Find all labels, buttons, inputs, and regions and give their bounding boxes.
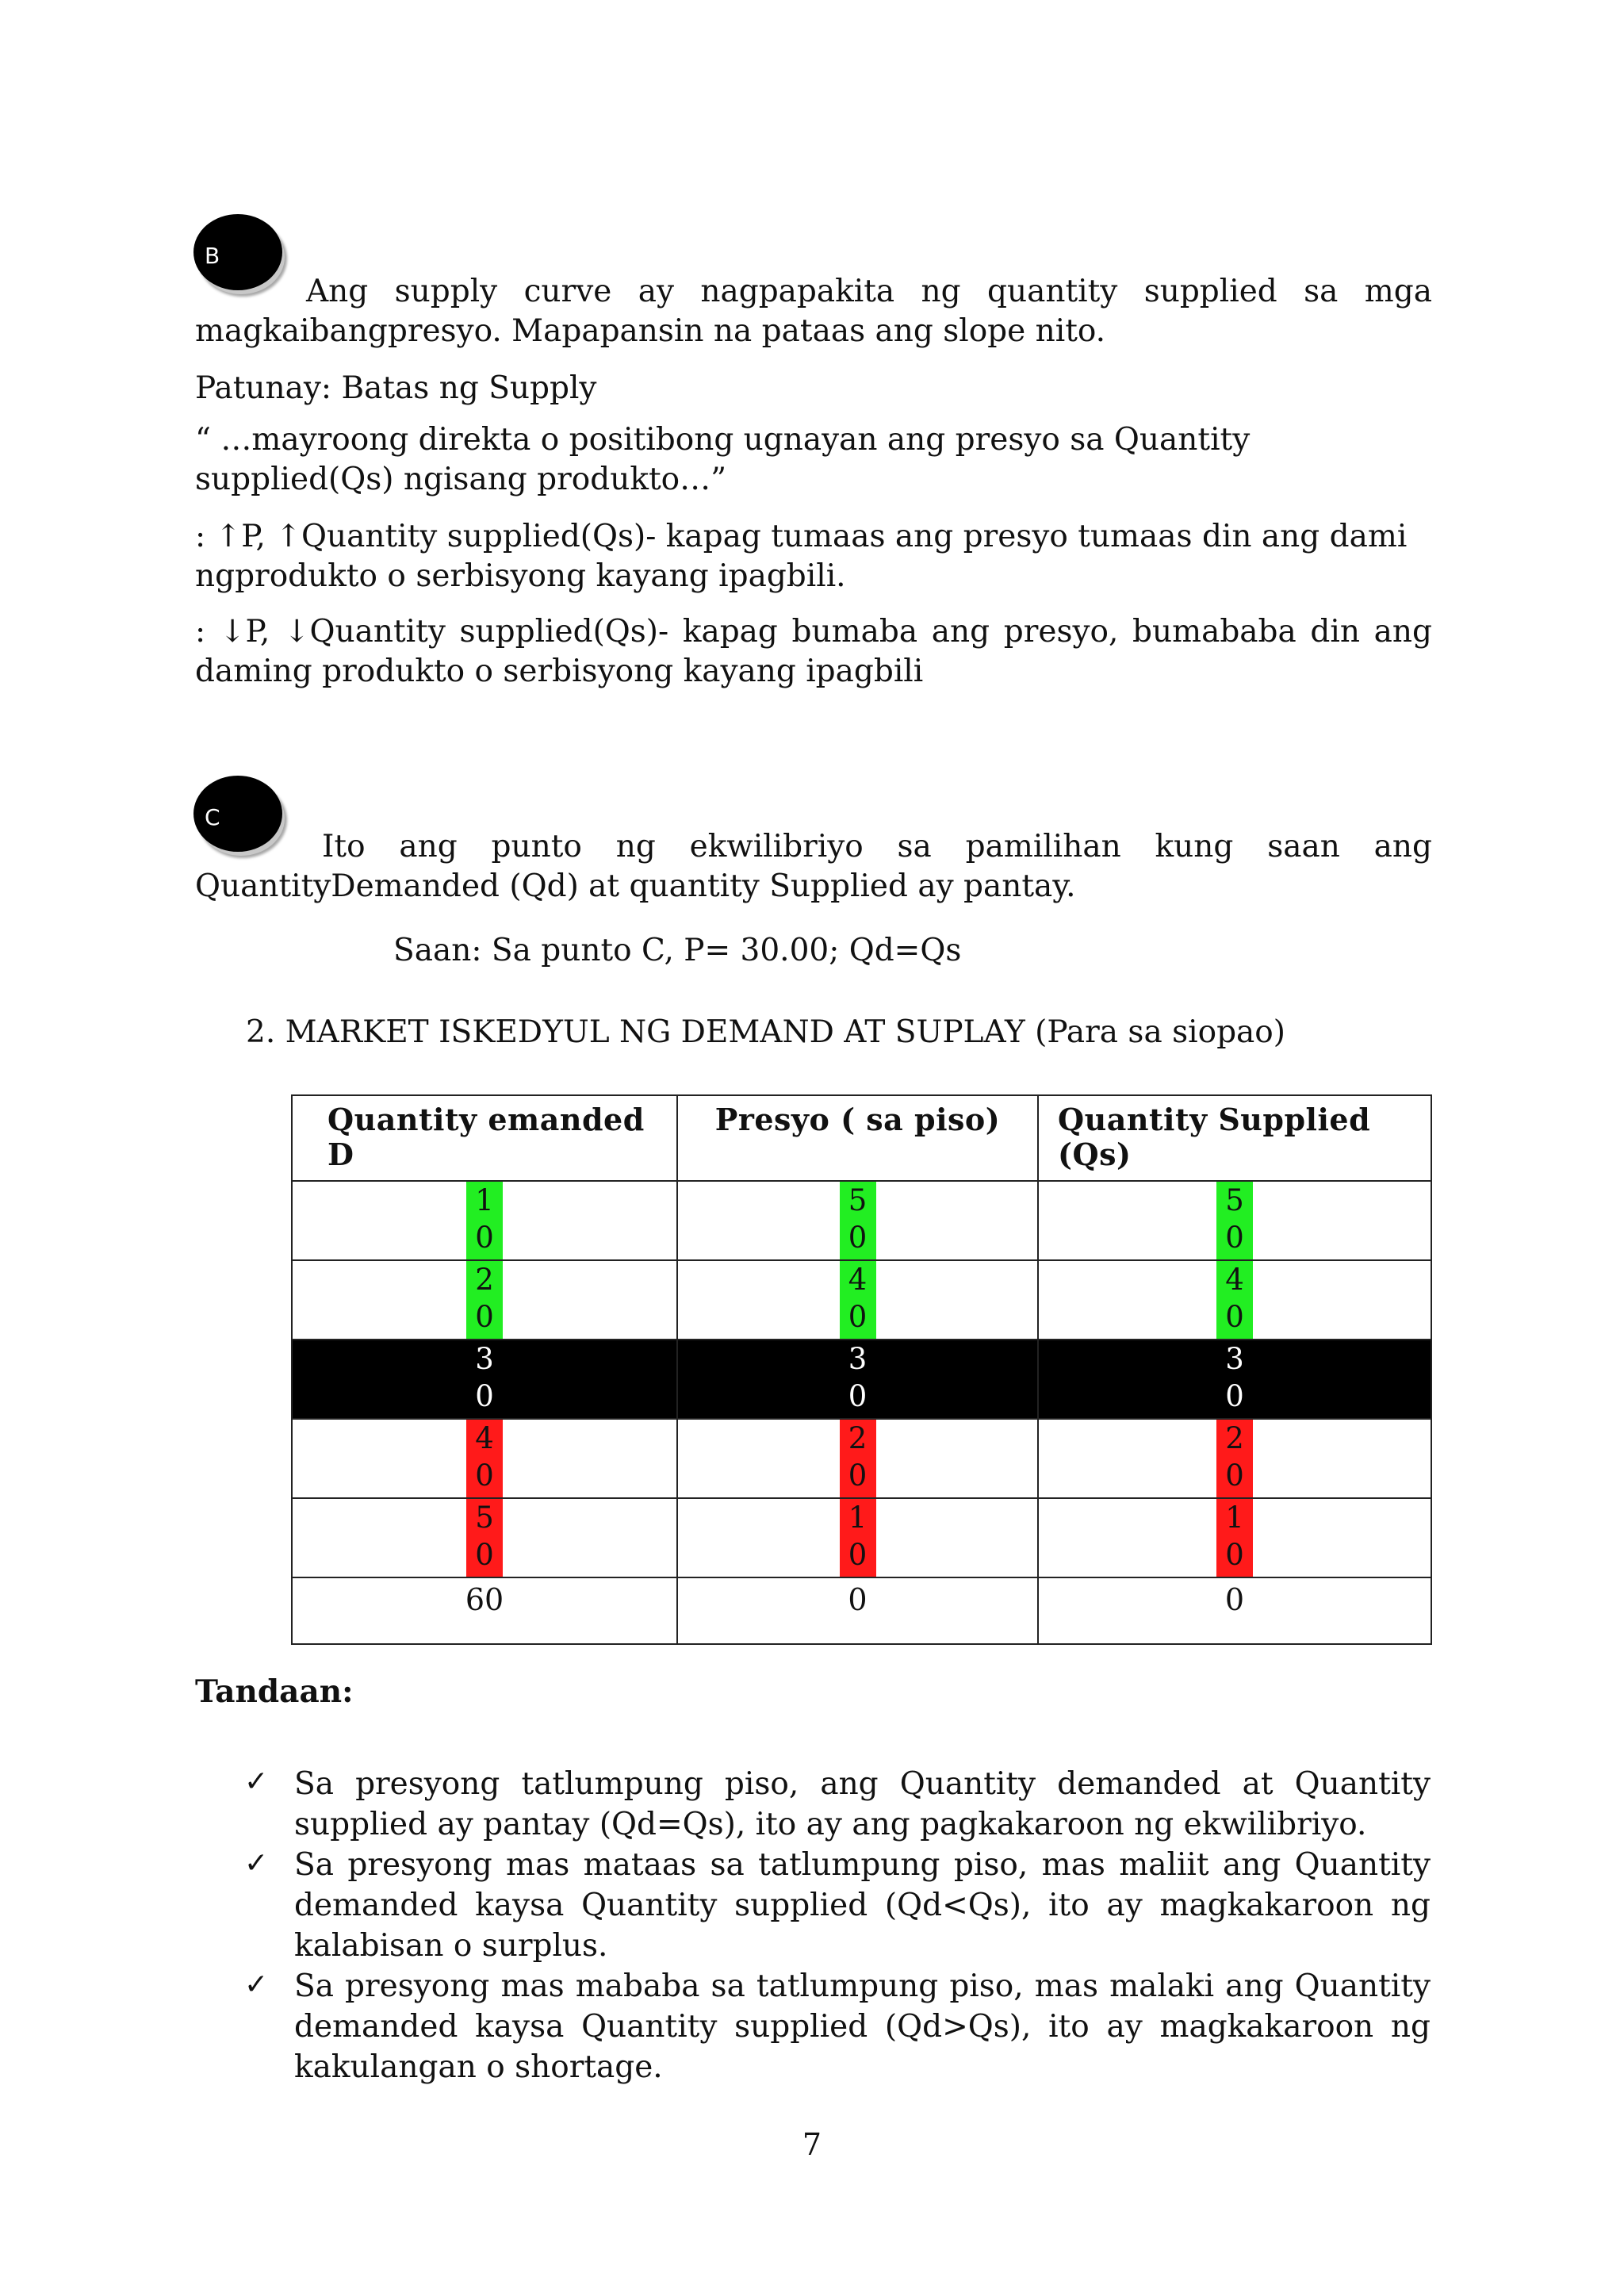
- table-header-row: [292, 1095, 1431, 1181]
- price-value: 3 0: [848, 1342, 868, 1413]
- price-cell: [677, 1340, 1038, 1419]
- qs-value: 5 0: [1216, 1182, 1253, 1259]
- tandaan-item-2: Sa presyong mas mataas sa tatlumpung piso, mas maliit ang Quantity demanded kaysa Quantity supplied (Qd<Qs), ito ay magkakaroon ng kalabisan o surplus.: [294, 1847, 1431, 1964]
- point-b-label: B: [205, 243, 220, 269]
- qs-cell: [1038, 1340, 1431, 1419]
- table-row: [292, 1260, 1431, 1340]
- section-c-paragraph: Ito ang punto ng ekwilibriyo sa pamilihan kung saan ang QuantityDemanded (Qd) at quantity Supplied ay pantay.: [195, 829, 1432, 904]
- price-cell: 0: [677, 1577, 1038, 1644]
- qd-cell: 60: [292, 1577, 677, 1644]
- point-c-label: C: [205, 804, 220, 830]
- qs-value: 4 0: [1216, 1261, 1253, 1339]
- price-cell: [677, 1260, 1038, 1340]
- qd-value: 2 0: [466, 1261, 503, 1339]
- price-value: 5 0: [840, 1182, 876, 1259]
- rule-price-up: : ↑P, ↑Quantity supplied(Qs)- kapag tumaas ang presyo tumaas din ang dami ngprodukto o serbisyong kayang ipagbili.: [195, 519, 1408, 594]
- price-cell: [677, 1498, 1038, 1577]
- qd-cell: [292, 1419, 677, 1498]
- check-icon: ✓: [244, 1847, 269, 1880]
- saan-line: Saan: Sa punto C, P= 30.00; Qd=Qs: [393, 933, 962, 968]
- qs-cell: [1038, 1419, 1431, 1498]
- equilibrium-row: [292, 1340, 1431, 1419]
- qd-cell: [292, 1340, 677, 1419]
- table-row: [292, 1498, 1431, 1577]
- check-icon: ✓: [244, 1765, 269, 1798]
- qd-cell: [292, 1498, 677, 1577]
- qd-value: 5 0: [466, 1499, 503, 1577]
- qs-cell: [1038, 1181, 1431, 1260]
- tandaan-title: Tandaan:: [195, 1673, 354, 1710]
- qs-value: 2 0: [1216, 1420, 1253, 1497]
- qd-value: 4 0: [466, 1420, 503, 1497]
- header-quantity-supplied: Quantity Supplied (Qs): [1038, 1095, 1431, 1181]
- section-b-paragraph: Ang supply curve ay nagpapakita ng quantity supplied sa mga magkaibangpresyo. Mapapansin na pataas ang slope nito.: [195, 274, 1432, 349]
- tandaan-item-3: Sa presyong mas mababa sa tatlumpung piso, mas malaki ang Quantity demanded kaysa Quantity supplied (Qd>Qs), ito ay magkakaroon ng kakulangan o shortage.: [294, 1968, 1431, 2085]
- rule-price-down: : ↓P, ↓Quantity supplied(Qs)- kapag bumaba ang presyo, bumababa din ang daming produkto o serbisyong kayang ipagbili: [195, 614, 1432, 689]
- schedule-heading: 2. MARKET ISKEDYUL NG DEMAND AT SUPLAY (Para sa siopao): [246, 1014, 1285, 1050]
- qd-value: 1 0: [466, 1182, 503, 1259]
- table-row: [292, 1419, 1431, 1498]
- qd-cell: [292, 1181, 677, 1260]
- price-value: 2 0: [840, 1420, 876, 1497]
- quote-batas-ng-supply: “ …mayroong direkta o positibong ugnayan ang presyo sa Quantity supplied(Qs) ngisang produkto…”: [195, 422, 1251, 497]
- market-schedule-table: [291, 1094, 1432, 1645]
- table-row: [292, 1577, 1431, 1644]
- price-cell: [677, 1181, 1038, 1260]
- price-value: 4 0: [840, 1261, 876, 1339]
- table-row: [292, 1181, 1431, 1260]
- qs-value: 1 0: [1216, 1499, 1253, 1577]
- qs-cell: [1038, 1498, 1431, 1577]
- check-icon: ✓: [244, 1968, 269, 2001]
- price-cell: [677, 1419, 1038, 1498]
- qd-cell: [292, 1260, 677, 1340]
- header-quantity-demanded: Quantity emanded D: [292, 1095, 677, 1181]
- qs-cell: [1038, 1260, 1431, 1340]
- qs-value: 3 0: [1225, 1342, 1244, 1413]
- qs-cell: 0: [1038, 1577, 1431, 1644]
- qd-value: 3 0: [475, 1342, 494, 1413]
- header-presyo: Presyo ( sa piso): [677, 1095, 1038, 1181]
- price-value: 1 0: [840, 1499, 876, 1577]
- tandaan-item-1: Sa presyong tatlumpung piso, ang Quantity demanded at Quantity supplied ay pantay (Qd=Qs), ito ay ang pagkakaroon ng ekwilibriyo.: [294, 1766, 1431, 1842]
- patunay-line: Patunay: Batas ng Supply: [195, 370, 597, 406]
- page-number: 7: [802, 2127, 822, 2162]
